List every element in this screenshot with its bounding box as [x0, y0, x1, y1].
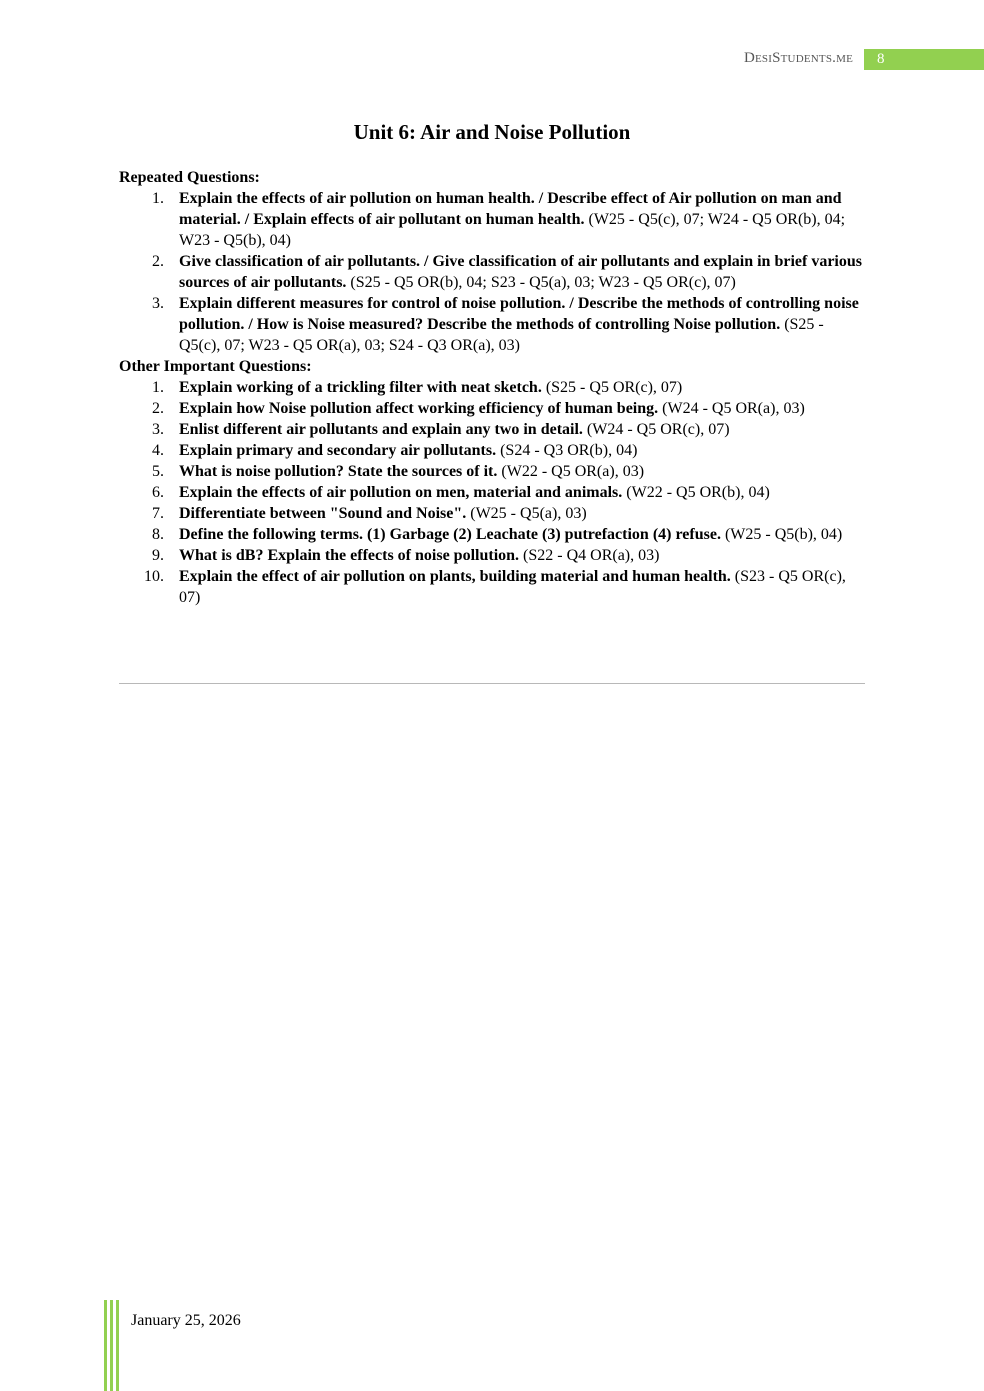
question-text: Explain how Noise pollution affect working efficiency of human being. [179, 400, 659, 417]
item-number: 10. [144, 568, 164, 585]
item-number: 4. [152, 442, 164, 459]
list-item [119, 398, 869, 419]
questions-content [119, 167, 869, 608]
list-item [119, 524, 869, 545]
item-number: 1. [152, 190, 164, 207]
page-title: Unit 6: Air and Noise Pollution [353, 120, 631, 144]
item-number: 2. [152, 400, 164, 417]
question-text: Explain the effect of air pollution on plants, building material and human health. [179, 568, 731, 585]
list-item [119, 419, 869, 440]
question-text: Enlist different air pollutants and explain any two in detail. [179, 421, 583, 438]
item-number: 6. [152, 484, 164, 501]
question-text: Define the following terms. (1) Garbage (2) Leachate (3) putrefaction (4) refuse. [179, 526, 721, 543]
header-page-number: 8 [864, 49, 984, 70]
question-reference: (S25 - Q5 OR(b), 04; S23 - Q5(a), 03; W23 - Q5 OR(c), 07) [350, 274, 736, 291]
item-number: 5. [152, 463, 164, 480]
item-number: 2. [152, 253, 164, 270]
item-number: 1. [152, 379, 164, 396]
question-reference: (W22 - Q5 OR(a), 03) [501, 463, 645, 480]
repeated-questions-list [119, 188, 869, 356]
question-reference: (S25 - Q5(c), 07; W23 - Q5 OR(a), 03; S24 - Q3 OR(a), 03) [179, 316, 824, 354]
question-reference: (S22 - Q4 OR(a), 03) [523, 547, 660, 564]
list-item [119, 293, 869, 356]
question-text: Differentiate between "Sound and Noise". [179, 505, 467, 522]
footer-bar [110, 1300, 113, 1391]
list-item [119, 188, 869, 251]
question-reference: (W22 - Q5 OR(b), 04) [626, 484, 770, 501]
question-text: Explain working of a trickling filter with neat sketch. [179, 379, 542, 396]
question-reference: (W25 - Q5(b), 04) [724, 526, 843, 543]
list-item [119, 503, 869, 524]
question-reference: (W24 - Q5 OR(c), 07) [586, 421, 730, 438]
question-text: Explain primary and secondary air pollutants. [179, 442, 497, 459]
other-questions-list [119, 377, 869, 608]
item-number: 3. [152, 421, 164, 438]
other-questions-heading: Other Important Questions: [119, 358, 312, 375]
content-divider [119, 683, 865, 684]
footer-bar [104, 1300, 107, 1391]
list-item [119, 461, 869, 482]
list-item [119, 566, 869, 608]
question-reference: (W25 - Q5(c), 07; W24 - Q5 OR(b), 04; W23 - Q5(b), 04) [179, 211, 846, 249]
question-text: Explain different measures for control of noise pollution. / Describe the methods of controlling noise pollution. / How is Noise measured? Describe the methods of controlling Noise pollution. [179, 295, 859, 333]
item-number: 8. [152, 526, 164, 543]
footer-decorative-bars [104, 1300, 120, 1391]
item-number: 9. [152, 547, 164, 564]
question-reference: (S24 - Q3 OR(b), 04) [500, 442, 638, 459]
question-text: What is dB? Explain the effects of noise pollution. [179, 547, 520, 564]
item-number: 3. [152, 295, 164, 312]
question-reference: (W24 - Q5 OR(a), 03) [662, 400, 805, 417]
list-item [119, 545, 869, 566]
question-reference: (S25 - Q5 OR(c), 07) [545, 379, 683, 396]
question-reference: (S23 - Q5 OR(c), 07) [179, 568, 846, 606]
question-text: Give classification of air pollutants. / Give classification of air pollutants and explain in brief various sources of air pollutants. [179, 253, 862, 291]
question-text: Explain the effects of air pollution on human health. / Describe effect of Air pollution on man and material. / Explain effects of air pollutant on human health. [179, 190, 842, 228]
question-text: Explain the effects of air pollution on men, material and animals. [179, 484, 623, 501]
list-item [119, 377, 869, 398]
question-reference: (W25 - Q5(a), 03) [470, 505, 587, 522]
footer-date: January 25, 2026 [131, 1312, 241, 1329]
repeated-questions-heading: Repeated Questions: [119, 169, 260, 186]
footer-bar [116, 1300, 119, 1391]
list-item [119, 440, 869, 461]
list-item [119, 482, 869, 503]
question-text: What is noise pollution? State the sources of it. [179, 463, 498, 480]
list-item [119, 251, 869, 293]
item-number: 7. [152, 505, 164, 522]
header-site-name: DesiStudents.me [743, 50, 853, 66]
